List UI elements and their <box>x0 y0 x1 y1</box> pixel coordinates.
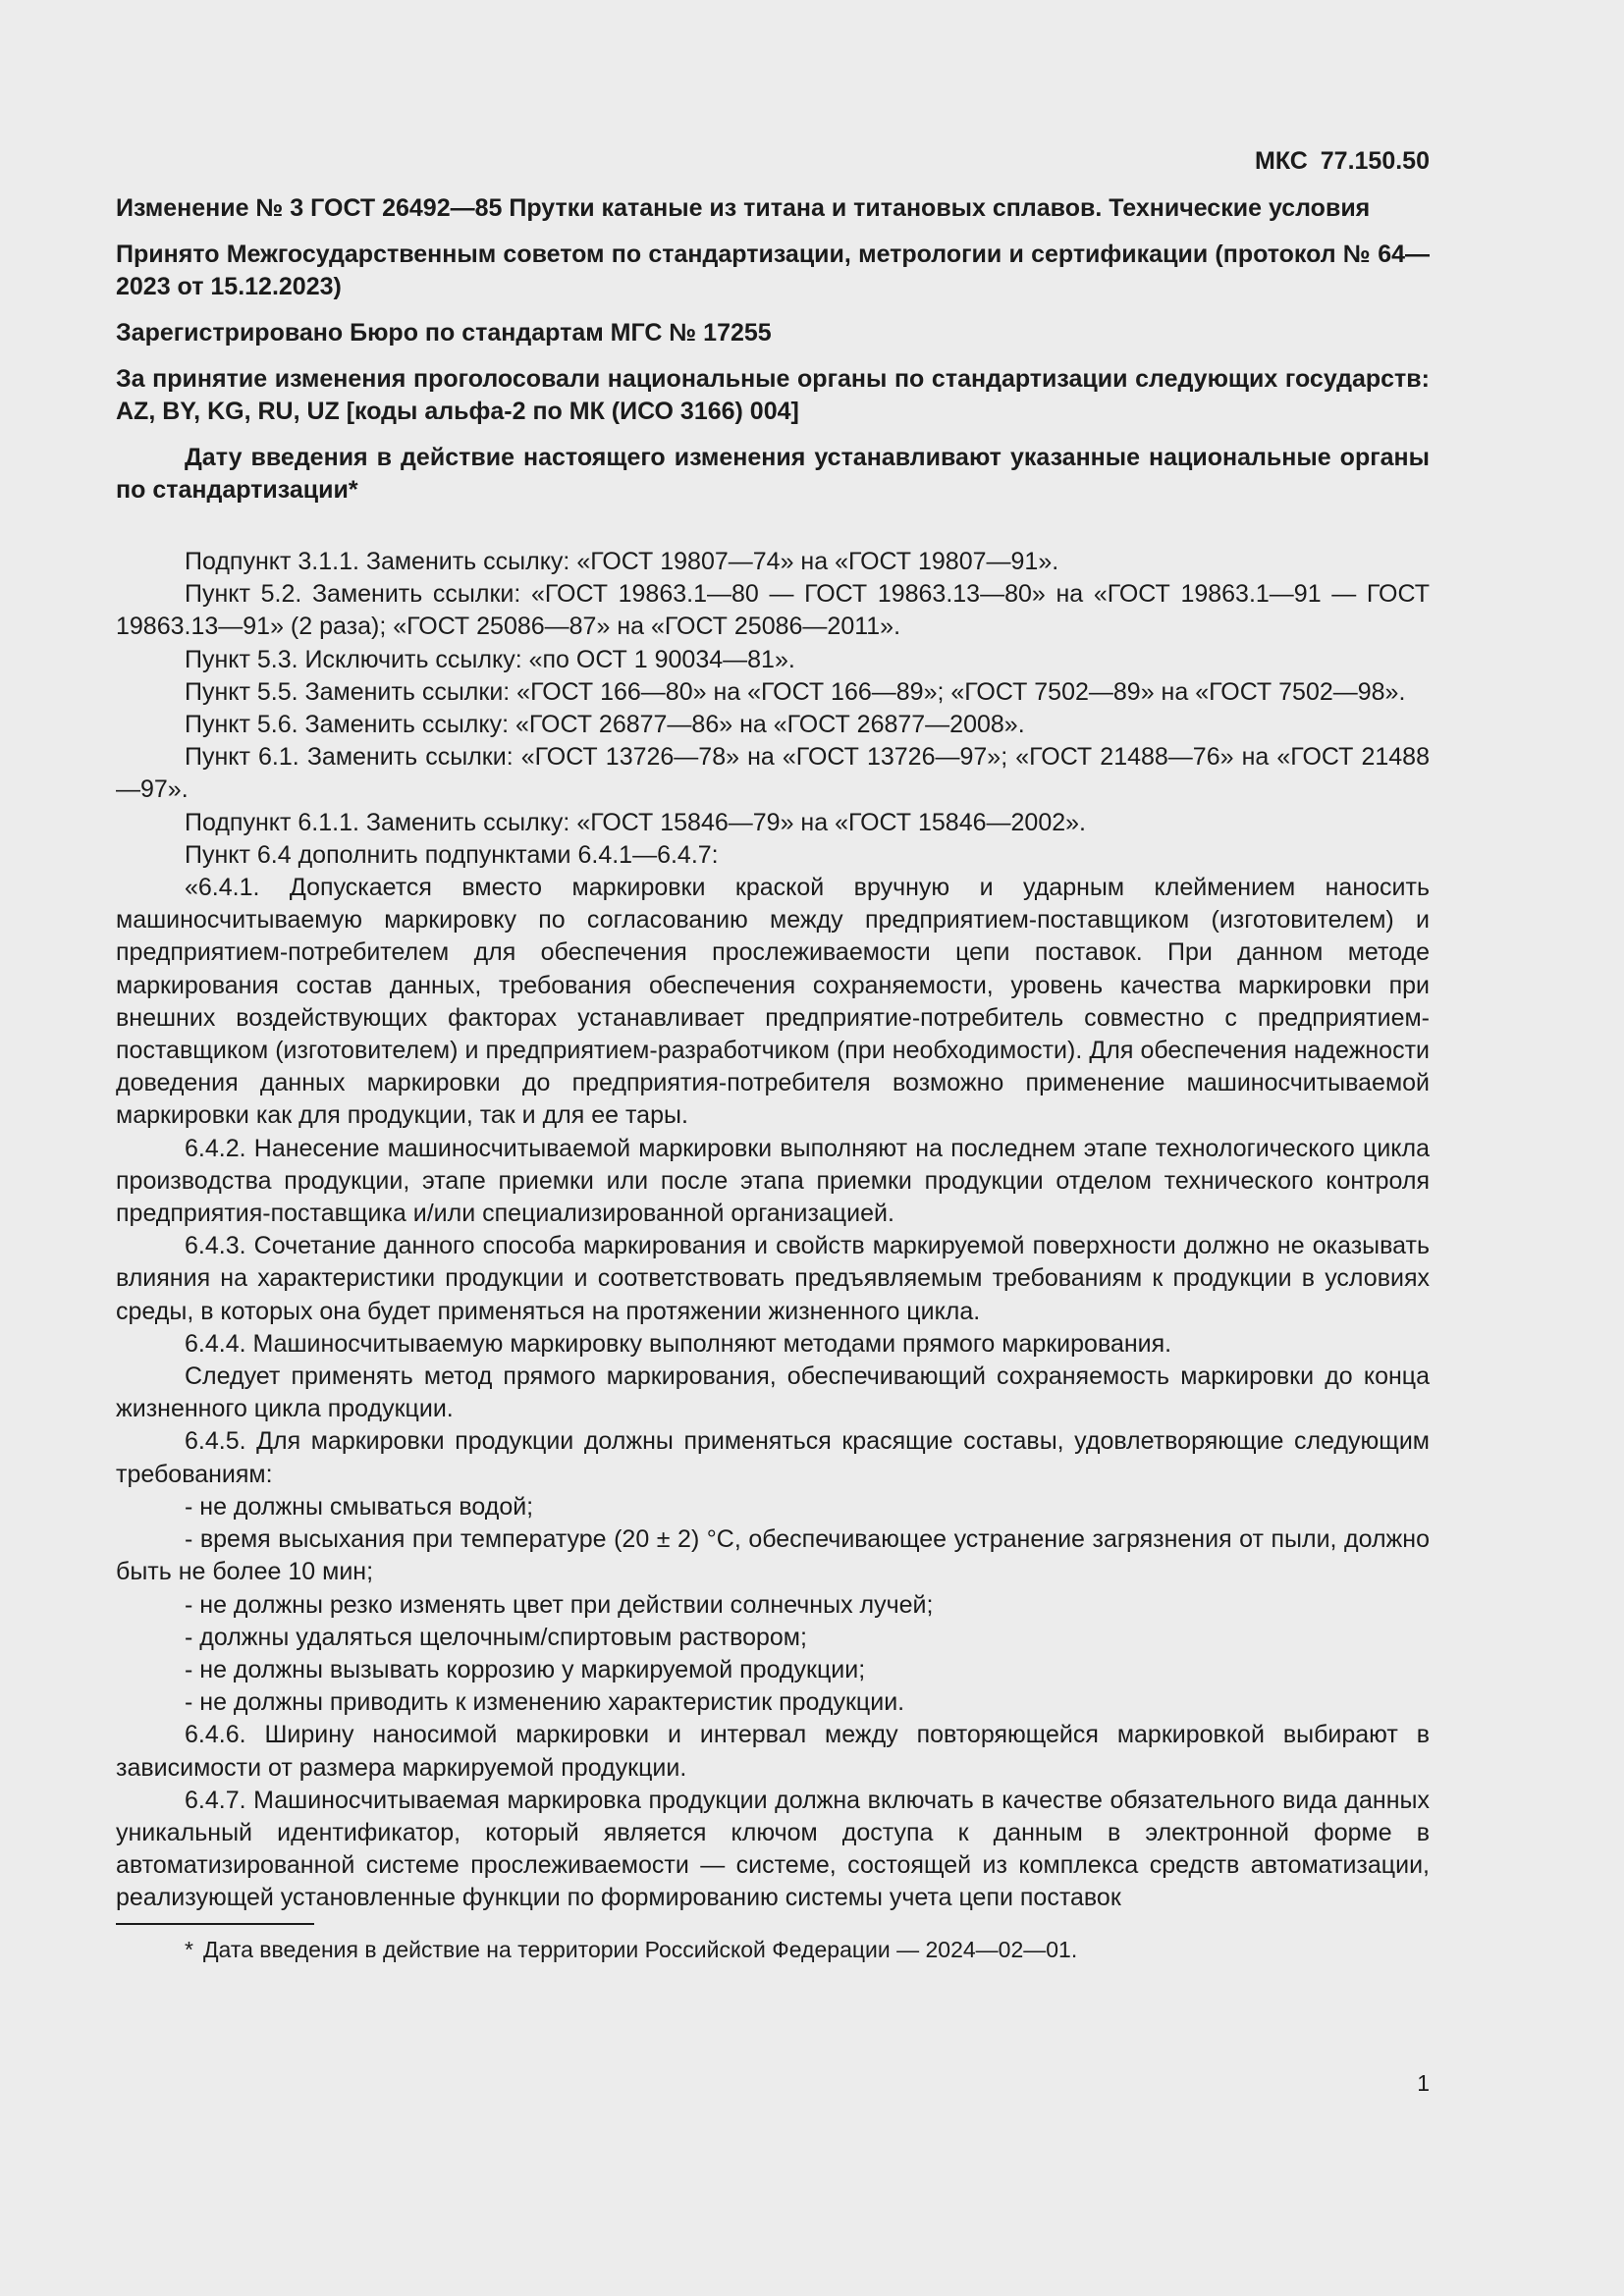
body-paragraph: Пункт 6.4 дополнить подпунктами 6.4.1—6.4.7: <box>185 840 719 869</box>
voting-statement: За принятие изменения проголосовали национальные органы по стандартизации следующих государств: AZ, BY, KG, RU, UZ [коды альфа-2 по МК (ИСО 3166) 004] <box>116 365 1430 425</box>
body-paragraph: 6.4.7. Машиносчитываемая маркировка продукции должна включать в качестве обязательного вида данных уникальный идентификатор, который является ключом доступа к данным в электронной форме в автоматизированной системе прослеживаемости — системе, состоящей из комплекса средств автоматизации, реализующей установленные функции по формированию системы учета цепи поставок <box>116 1786 1430 1912</box>
effective-date-statement: Дату введения в действие настоящего изменения устанавливают указанные национальные органы по стандартизации* <box>116 444 1430 504</box>
amendment-body <box>116 546 1430 1915</box>
footnote <box>116 1935 1430 1964</box>
adopted-statement: Принято Межгосударственным советом по стандартизации, метрологии и сертификации (протокол № 64—2023 от 15.12.2023) <box>116 240 1430 300</box>
body-paragraph: 6.4.5. Для маркировки продукции должны применяться красящие составы, удовлетворяющие следующим требованиям: <box>116 1427 1430 1488</box>
registration-statement: Зарегистрировано Бюро по стандартам МГС № 17255 <box>116 319 772 347</box>
footnote-text: Дата введения в действие на территории Российской Федерации — 2024—02—01. <box>202 1936 1078 1962</box>
page-number: 1 <box>1417 2070 1430 2096</box>
list-item: - должны удаляться щелочным/спиртовым раствором; <box>185 1623 807 1651</box>
mks-code: МКС 77.150.50 <box>1255 147 1430 175</box>
list-item: - не должны вызывать коррозию у маркируемой продукции; <box>185 1655 866 1683</box>
body-paragraph: 6.4.6. Ширину наносимой маркировки и интервал между повторяющейся маркировкой выбирают в зависимости от размера маркируемой продукции. <box>116 1721 1430 1782</box>
body-paragraph: Подпункт 3.1.1. Заменить ссылку: «ГОСТ 19807—74» на «ГОСТ 19807—91». <box>185 548 1059 575</box>
footnote-divider <box>116 1923 314 1925</box>
body-paragraph: Пункт 5.6. Заменить ссылку: «ГОСТ 26877—86» на «ГОСТ 26877—2008». <box>185 711 1025 739</box>
footnote-mark: * <box>185 1936 193 1962</box>
body-paragraph: Следует применять метод прямого маркирования, обеспечивающий сохраняемость маркировки до конца жизненного цикла продукции. <box>116 1362 1430 1423</box>
list-item: - не должны резко изменять цвет при действии солнечных лучей; <box>185 1590 934 1619</box>
body-paragraph: 6.4.3. Сочетание данного способа маркирования и свойств маркируемой поверхности должно не оказывать влияния на характеристики продукции и соответствовать предъявляемым требованиям к продукции в условиях среды, в которых она будет применяться на протяжении жизненного цикла. <box>116 1232 1430 1325</box>
list-item: - время высыхания при температуре (20 ± 2) °С, обеспечивающее устранение загрязнения от пыли, должно быть не более 10 мин; <box>116 1525 1430 1586</box>
body-paragraph: 6.4.4. Машиносчитываемую маркировку выполняют методами прямого маркирования. <box>185 1329 1172 1358</box>
body-paragraph: Пункт 6.1. Заменить ссылки: «ГОСТ 13726—78» на «ГОСТ 13726—97»; «ГОСТ 21488—76» на «ГОСТ 21488—97». <box>116 743 1430 804</box>
page-content <box>116 145 1430 1964</box>
body-paragraph: Пункт 5.2. Заменить ссылки: «ГОСТ 19863.1—80 — ГОСТ 19863.13—80» на «ГОСТ 19863.1—91 — ГОСТ 19863.13—91» (2 раза); «ГОСТ 25086—87» на «ГОСТ 25086—2011». <box>116 580 1430 641</box>
list-item: - не должны смываться водой; <box>185 1492 534 1521</box>
body-paragraph: Подпункт 6.1.1. Заменить ссылку: «ГОСТ 15846—79» на «ГОСТ 15846—2002». <box>185 808 1086 836</box>
amendment-title: Изменение № 3 ГОСТ 26492—85 Прутки катаные из титана и титановых сплавов. Технические условия <box>116 194 1371 222</box>
list-item: - не должны приводить к изменению характеристик продукции. <box>185 1688 905 1717</box>
body-paragraph: Пункт 5.3. Исключить ссылку: «по ОСТ 1 90034—81». <box>185 645 795 673</box>
body-paragraph: 6.4.2. Нанесение машиносчитываемой маркировки выполняют на последнем этапе технологического цикла производства продукции, этапе приемки или после этапа приемки продукции отделом технического контроля предприятия-поставщика и/или специализированной организацией. <box>116 1134 1430 1228</box>
body-paragraph: Пункт 5.5. Заменить ссылки: «ГОСТ 166—80» на «ГОСТ 166—89»; «ГОСТ 7502—89» на «ГОСТ 7502—98». <box>185 677 1406 706</box>
body-paragraph: «6.4.1. Допускается вместо маркировки краской вручную и ударным клеймением наносить машиносчитываемую маркировку по согласованию между предприятием-поставщиком (изготовителем) и предприятием-потребителем для обеспечения прослеживаемости цепи поставок. При данном методе маркирования состав данных, требования обеспечения сохраняемости, уровень качества маркировки при внешних воздействующих факторах устанавливает предприятие-потребитель совместно с предприятием-поставщиком (изготовителем) и предприятием-разработчиком (при необходимости). Для обеспечения надежности доведения данных маркировки до предприятия-потребителя возможно применение машиносчитываемой маркировки как для продукции, так и для ее тары. <box>116 874 1430 1130</box>
